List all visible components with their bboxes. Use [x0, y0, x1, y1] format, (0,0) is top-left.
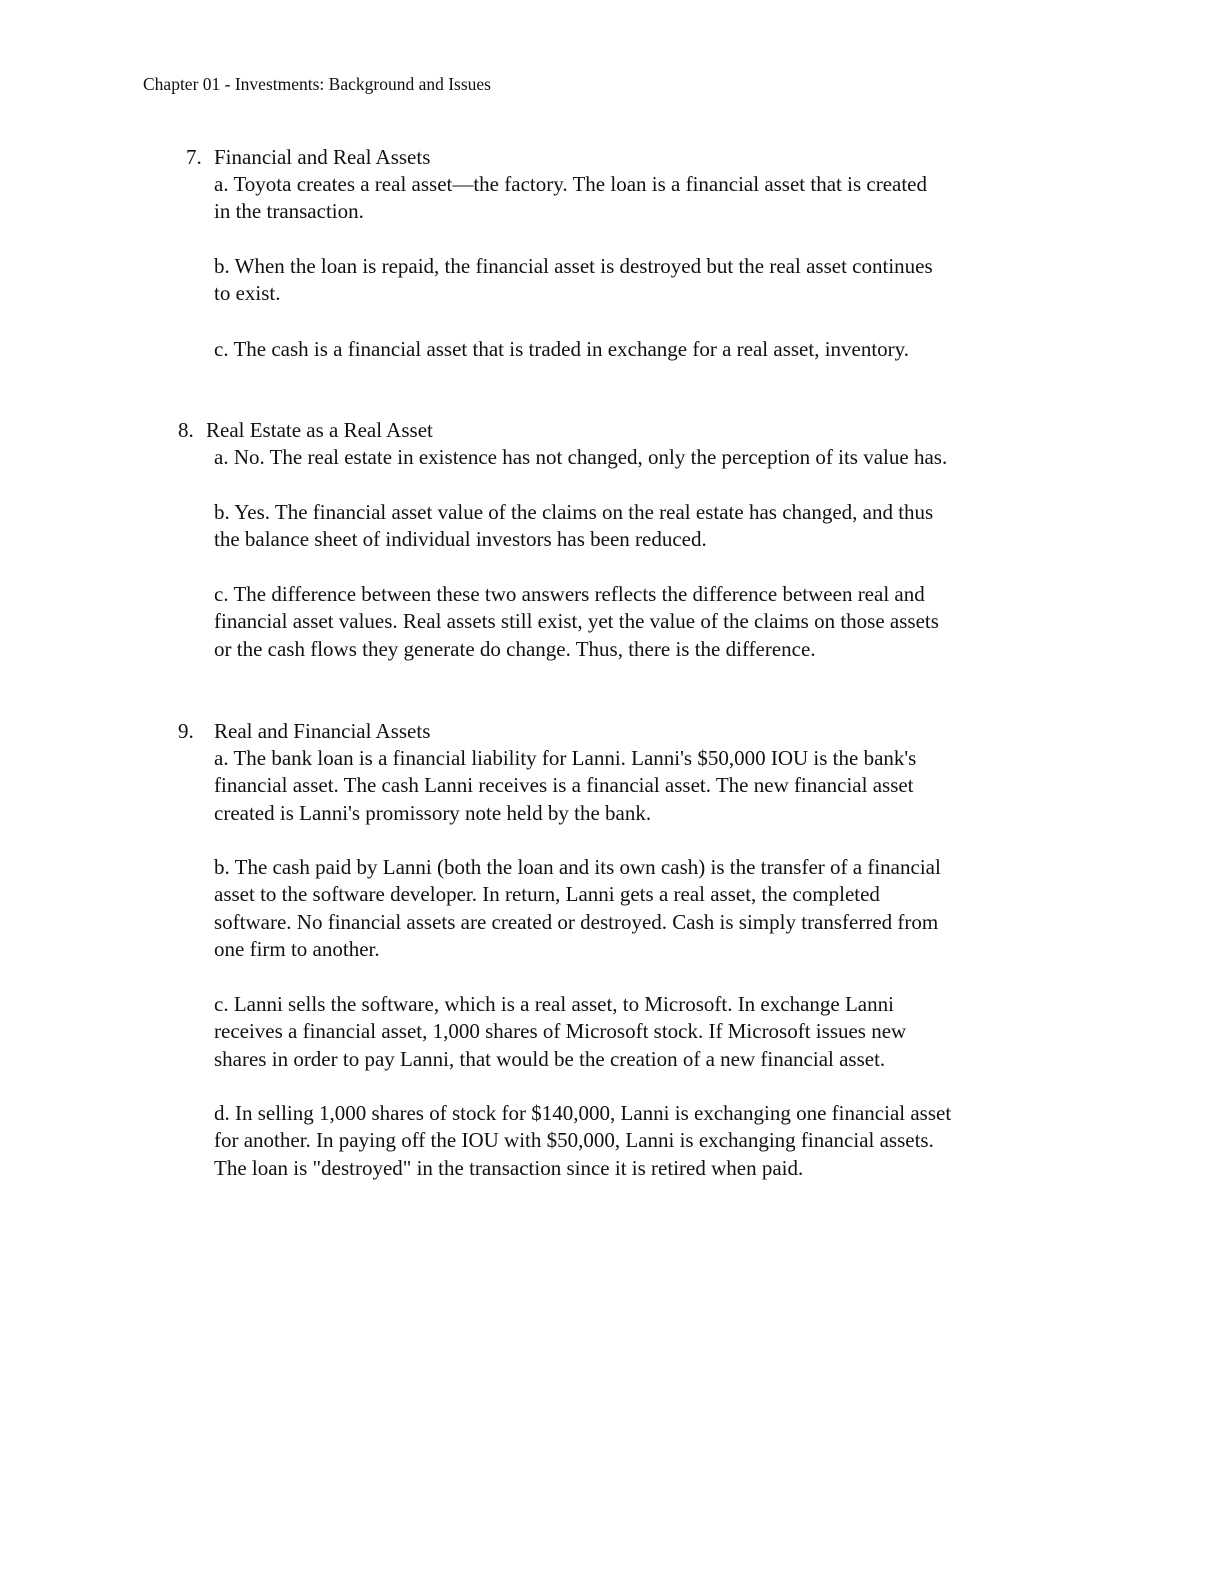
answer-item — [214, 991, 1064, 1073]
answer-item — [214, 499, 1064, 554]
answer-item — [214, 1100, 1064, 1182]
answer-line: a. Toyota creates a real asset—the factory. The loan is a financial asset that is created — [214, 172, 927, 196]
answer-item — [214, 444, 1064, 471]
answer-line: c. The cash is a financial asset that is traded in exchange for a real asset, inventory. — [214, 337, 910, 361]
question-number: 7. — [186, 145, 202, 169]
answer-item — [214, 854, 1064, 964]
answer-line: to exist. — [214, 281, 281, 306]
answer-line: a. No. The real estate in existence has not changed, only the perception of its value has. — [214, 445, 948, 469]
question-number: 8. — [178, 418, 194, 442]
answer-line: financial asset. The cash Lanni receives is a financial asset. The new financial asset — [214, 773, 914, 798]
answer-line: financial asset values. Real assets still exist, yet the value of the claims on those assets — [214, 609, 939, 634]
answer-line: created is Lanni's promissory note held by the bank. — [214, 800, 652, 825]
answer-line: one firm to another. — [214, 937, 380, 962]
question-number: 9. — [178, 719, 194, 743]
answer-line: or the cash flows they generate do change. Thus, there is the difference. — [214, 636, 816, 661]
answer-line: b. When the loan is repaid, the financial asset is destroyed but the real asset continues — [214, 254, 933, 278]
answer-line: The loan is "destroyed" in the transaction since it is retired when paid. — [214, 1155, 804, 1180]
answer-line: shares in order to pay Lanni, that would be the creation of a new financial asset. — [214, 1046, 886, 1071]
answer-item — [214, 336, 1064, 363]
answer-item — [214, 253, 1064, 308]
answer-line: for another. In paying off the IOU with $50,000, Lanni is exchanging financial assets. — [214, 1128, 934, 1153]
answer-line: receives a financial asset, 1,000 shares of Microsoft stock. If Microsoft issues new — [214, 1019, 907, 1044]
answer-line: b. The cash paid by Lanni (both the loan and its own cash) is the transfer of a financial — [214, 855, 941, 879]
chapter-header: Chapter 01 - Investments: Background and Issues — [143, 74, 491, 94]
answer-item — [214, 581, 1064, 663]
answer-item — [214, 171, 1064, 226]
answer-line: c. The difference between these two answers reflects the difference between real and — [214, 582, 925, 606]
answer-line: a. The bank loan is a financial liability for Lanni. Lanni's $50,000 IOU is the bank's — [214, 746, 917, 770]
question-title: Real and Financial Assets — [214, 719, 431, 743]
answer-line: c. Lanni sells the software, which is a real asset, to Microsoft. In exchange Lanni — [214, 992, 894, 1016]
answer-line: the balance sheet of individual investors has been reduced. — [214, 527, 707, 552]
question-title: Financial and Real Assets — [214, 145, 431, 169]
answer-line: asset to the software developer. In return, Lanni gets a real asset, the completed — [214, 882, 880, 907]
answer-line: b. Yes. The financial asset value of the claims on the real estate has changed, and thus — [214, 500, 934, 524]
answer-item — [214, 745, 1064, 827]
answer-line: d. In selling 1,000 shares of stock for $140,000, Lanni is exchanging one financial asset — [214, 1101, 952, 1125]
question-title: Real Estate as a Real Asset — [206, 418, 433, 442]
answer-line: in the transaction. — [214, 199, 364, 224]
answer-line: software. No financial assets are created or destroyed. Cash is simply transferred from — [214, 909, 939, 934]
